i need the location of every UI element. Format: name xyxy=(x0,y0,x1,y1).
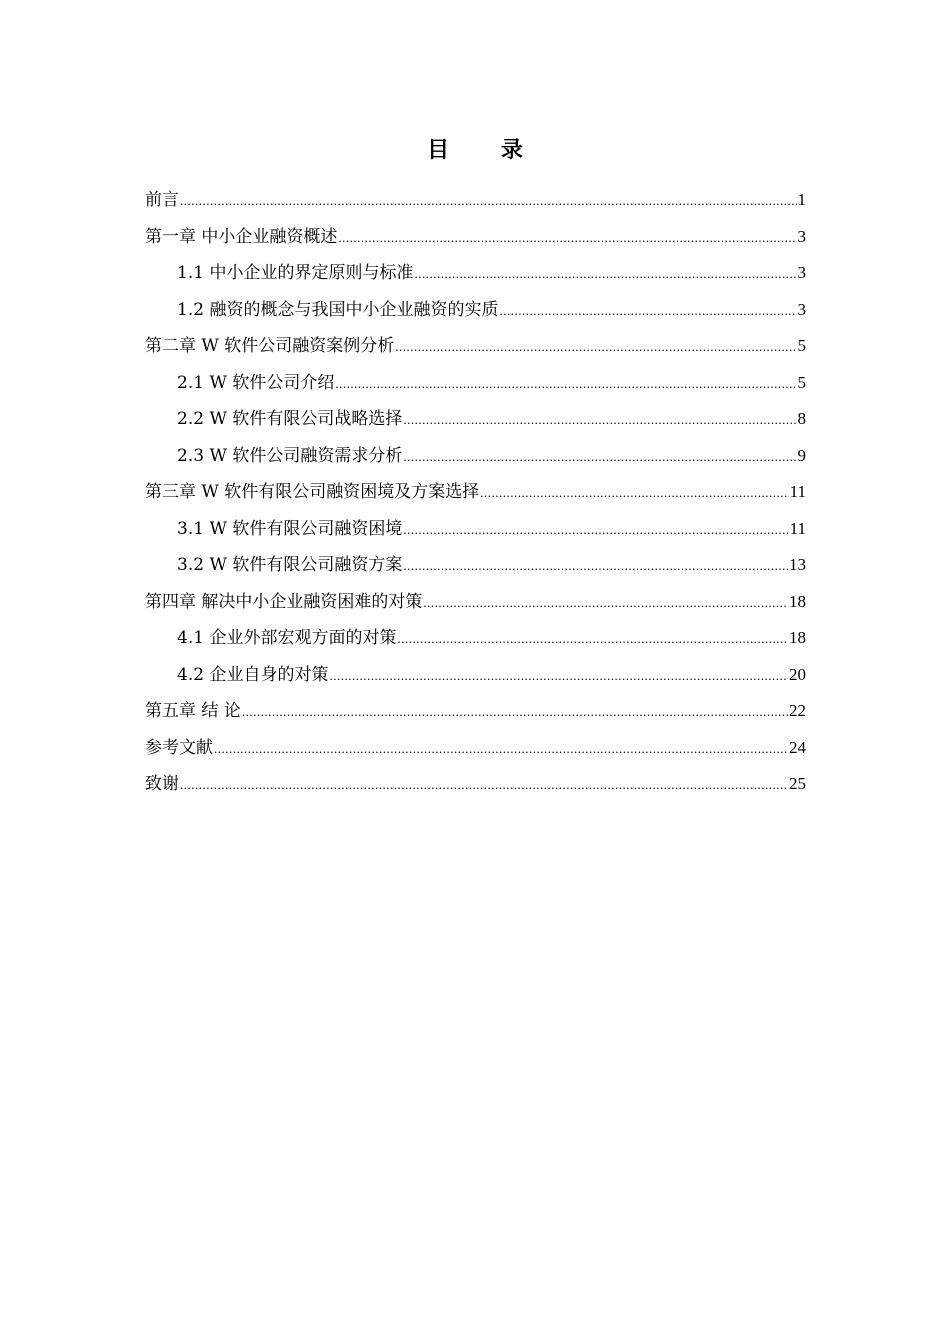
toc-entry-page: 25 xyxy=(789,774,806,793)
toc-entry-page: 3 xyxy=(797,263,806,282)
toc-dot-leader xyxy=(242,694,788,730)
toc-dot-leader xyxy=(499,293,796,329)
toc-entry-page: 22 xyxy=(789,701,806,720)
toc-entry[interactable] xyxy=(145,474,806,511)
toc-entry-page: 3 xyxy=(797,299,806,319)
toc-entry-label: 2.3 W 软件公司融资需求分析 xyxy=(177,445,403,466)
toc-entry-label: 第三章 W 软件有限公司融资困境及方案选择 xyxy=(145,482,480,502)
toc-entry-label: 4.2 企业自身的对策 xyxy=(177,664,329,685)
toc-entry-page: 3 xyxy=(797,226,806,246)
toc-entry[interactable] xyxy=(145,730,806,767)
toc-dot-leader xyxy=(480,475,788,511)
toc-entry-label: 4.1 企业外部宏观方面的对策 xyxy=(177,628,397,648)
toc-dot-leader xyxy=(180,767,788,803)
toc-entry[interactable] xyxy=(145,657,806,694)
toc-entry[interactable] xyxy=(145,547,806,584)
toc-entry[interactable] xyxy=(145,401,806,438)
toc-entry[interactable] xyxy=(145,693,806,730)
toc-dot-leader xyxy=(403,402,796,438)
toc-entry-page: 8 xyxy=(797,409,806,428)
toc-dot-leader xyxy=(397,621,788,657)
toc-entry-page: 13 xyxy=(789,555,806,574)
toc-entry-page: 9 xyxy=(797,445,806,465)
page-title: 目 录 xyxy=(427,138,545,163)
toc-dot-leader xyxy=(395,329,796,365)
toc-entry-page: 11 xyxy=(789,518,806,538)
toc-entry-label: 3.1 W 软件有限公司融资困境 xyxy=(177,518,403,539)
toc-entry-page: 5 xyxy=(797,372,806,392)
toc-entry[interactable] xyxy=(145,511,806,548)
toc-entry[interactable] xyxy=(145,292,806,329)
toc-entry-label: 前言 xyxy=(145,190,179,210)
toc-entry-label: 1.1 中小企业的界定原则与标准 xyxy=(177,263,414,283)
toc-entry-label: 2.1 W 软件公司介绍 xyxy=(177,372,335,393)
toc-entry-label: 2.2 W 软件有限公司战略选择 xyxy=(177,409,403,429)
toc-entry-page: 18 xyxy=(789,628,806,647)
toc-entry-label: 参考文献 xyxy=(145,737,213,758)
toc-entry[interactable] xyxy=(145,182,806,219)
toc-entry[interactable] xyxy=(145,584,806,621)
toc-entry-page: 1 xyxy=(797,190,806,209)
toc-entry-label: 第四章 解决中小企业融资困难的对策 xyxy=(145,591,423,612)
toc-entry-label: 第二章 W 软件公司融资案例分析 xyxy=(145,336,395,356)
toc-dot-leader xyxy=(338,220,796,256)
toc-entry-label: 第一章 中小企业融资概述 xyxy=(145,226,338,247)
toc-dot-leader xyxy=(403,439,796,475)
toc-entry-page: 18 xyxy=(789,591,806,611)
toc-entry[interactable] xyxy=(145,438,806,475)
toc-entry-label: 致谢 xyxy=(145,774,179,794)
toc-entry-label: 第五章 结 论 xyxy=(145,701,241,721)
toc-entry-label: 3.2 W 软件有限公司融资方案 xyxy=(177,555,403,575)
toc-dot-leader xyxy=(335,366,796,402)
toc-list xyxy=(145,182,806,803)
toc-dot-leader xyxy=(414,256,796,292)
toc-entry[interactable] xyxy=(145,365,806,402)
toc-entry[interactable] xyxy=(145,620,806,657)
toc-entry[interactable] xyxy=(145,328,806,365)
toc-entry[interactable] xyxy=(145,255,806,292)
toc-dot-leader xyxy=(403,548,788,584)
toc-dot-leader xyxy=(329,658,788,694)
toc-entry-page: 11 xyxy=(789,482,806,501)
toc-dot-leader xyxy=(403,512,788,548)
toc-dot-leader xyxy=(214,731,788,767)
toc-dot-leader xyxy=(423,585,788,621)
toc-entry-page: 24 xyxy=(789,737,806,757)
toc-entry-page: 5 xyxy=(797,336,806,355)
toc-dot-leader xyxy=(180,183,797,219)
toc-entry[interactable] xyxy=(145,766,806,803)
toc-entry-page: 20 xyxy=(789,664,806,684)
toc-entry[interactable] xyxy=(145,219,806,256)
toc-entry-label: 1.2 融资的概念与我国中小企业融资的实质 xyxy=(177,299,499,320)
